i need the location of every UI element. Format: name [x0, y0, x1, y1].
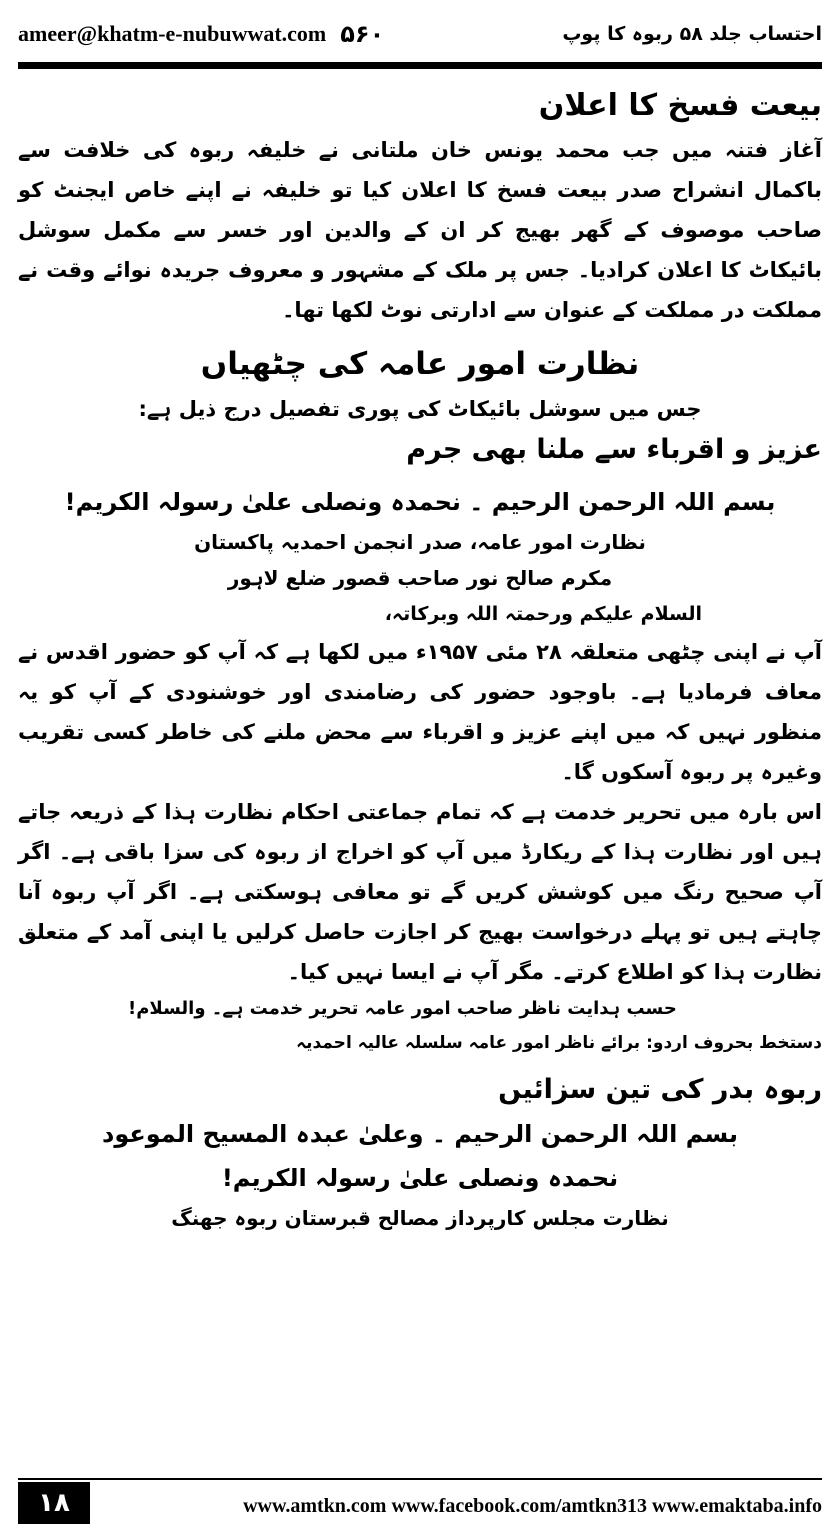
footer-links: www.amtkn.com www.facebook.com/amtkn313 www.emaktaba.info	[243, 1494, 822, 1517]
header-rule	[18, 62, 822, 69]
heading-relatives-crime: عزیز و اقرباء سے ملنا بھی جرم	[406, 434, 822, 465]
heading-letters: نظارت امور عامہ کی چٹھیاں	[200, 346, 640, 382]
spacer	[18, 472, 822, 480]
paragraph-letter-2: اس بارہ میں تحریر خدمت ہے کہ تمام جماعتی احکام نظارت ہذا کے ذریعہ جاتے ہیں اور نظارت ہذا کے ریکارڈ میں آپ کو اخراج از ربوہ کی سزا باقی ہے۔ اگر آپ صحیح رنگ میں کوشش کریں گے تو معافی ہوسکتی ہے۔ اگر آپ ربوہ آنا چاہتے ہیں تو پہلے درخواست بھیج کر اجازت حاصل کرلیں یا اپنی آمد کے متعلق نظارت ہذا کو اطلاع کرتے۔ مگر آپ نے ایسا نہیں کیا۔	[18, 800, 822, 984]
header-left	[18, 20, 384, 48]
closing-line: حسب ہدایت ناظر صاحب امور عامہ تحریر خدمت ہے۔ والسلام!	[128, 998, 677, 1019]
page-header	[18, 14, 822, 54]
spacer	[18, 330, 822, 338]
address-line-3: نظارت مجلس کارپرداز مصالح قبرستان ربوہ جھنگ	[171, 1206, 669, 1230]
heading-bayat-faskh: بیعت فسخ کا اعلان	[538, 88, 822, 123]
spacer	[18, 1060, 822, 1068]
address-line-2: مکرم صالح نور صاحب قصور ضلع لاہور	[227, 566, 613, 590]
article-body	[18, 82, 822, 1462]
signature-line: دستخط بحروف اردو: برائے ناظر امور عامہ سلسلہ عالیہ احمدیہ	[296, 1033, 822, 1053]
footer-rule	[18, 1478, 822, 1480]
salutation: السلام علیکم ورحمتہ اللہ وبرکاتہ،	[384, 603, 702, 625]
paragraph-intro: آغاز فتنہ میں جب محمد یونس خان ملتانی نے خلیفہ ربوہ کی خلافت سے باکمال انشراح صدر بیعت فسخ کا اعلان کیا تو خلیفہ نے اپنے خاص ایجنٹ کو صاحب موصوف کے گھر بھیج کر ان کے والدین اور خسر سے مکمل سوشل بائیکاٹ کا اعلان کرادیا۔ جس پر ملک کے مشہور و معروف جریدہ نوائے وقت نے مملکت در مملکت کے عنوان سے ادارتی نوٹ لکھا تھا۔	[18, 138, 822, 322]
footer-page-box: ۱۸	[18, 1482, 90, 1524]
bismillah-line-2: بسم اللہ الرحمن الرحیم ۔ وعلیٰ عبدہ المسیح الموعود	[102, 1120, 738, 1148]
header-title: احتساب جلد ۵۸ ربوہ کا پوپ	[562, 23, 822, 45]
paragraph-letter-1: آپ نے اپنی چٹھی متعلقہ ۲۸ مئی ۱۹۵۷ء میں لکھا ہے کہ آپ کو حضور اقدس نے معاف فرمادیا ہے۔ باوجود حضور کی رضامندی اور خوشنودی کے آپ کو یہ منظور نہیں کہ میں اپنے عزیز و اقرباء سے محض ملنے کی خاطر کسی تقریب وغیرہ پر ربوہ آسکوں گا۔	[18, 640, 822, 784]
bismillah-line-3: نحمدہ ونصلی علیٰ رسولہ الکریم!	[221, 1164, 619, 1192]
bismillah-line-1: بسم اللہ الرحمن الرحیم ۔ نحمدہ ونصلی علیٰ رسولہ الکریم!	[64, 488, 776, 516]
header-page-number: ۵۶۰	[340, 20, 385, 48]
header-email: ameer@khatm-e-nubuwwat.com	[18, 21, 327, 46]
heading-three-punishments: ربوہ بدر کی تین سزائیں	[498, 1074, 822, 1105]
address-line-1: نظارت امور عامہ، صدر انجمن احمدیہ پاکستان	[194, 530, 646, 554]
subheading-letters: جس میں سوشل بائیکاٹ کی پوری تفصیل درج ذیل ہے:	[138, 397, 702, 421]
